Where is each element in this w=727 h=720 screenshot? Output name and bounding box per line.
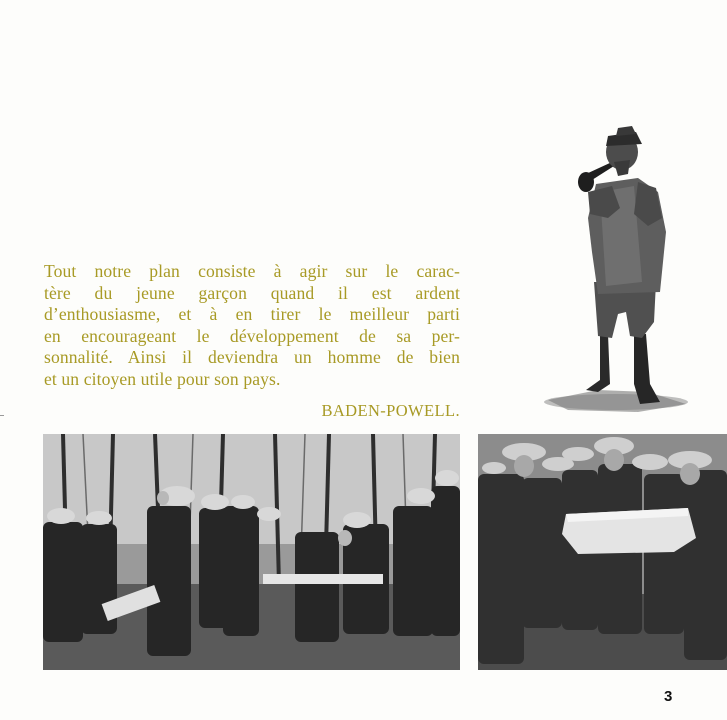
page-edge-mark xyxy=(0,415,4,416)
quote-line: tère du jeune garçon quand il est ardent xyxy=(44,282,460,303)
scouts-map-photo xyxy=(478,434,727,670)
scouts-stretcher-photo xyxy=(43,434,460,670)
quote-line: Tout notre plan consiste à agir sur le carac- xyxy=(44,261,460,281)
quote-attribution: BADEN-POWELL. xyxy=(321,401,460,420)
quote-line: et un citoyen utile pour son pays. xyxy=(44,368,281,389)
baden-powell-statue-image xyxy=(538,122,688,418)
quote-block xyxy=(44,261,460,391)
page-number: 3 xyxy=(664,688,673,705)
quote-line: sonnalité. Ainsi il deviendra un homme de bien xyxy=(44,347,460,368)
quote-line: d’enthousiasme, et à en tirer le meilleur parti xyxy=(44,304,460,325)
quote-line: en encourageant le développement de sa per- xyxy=(44,325,460,346)
